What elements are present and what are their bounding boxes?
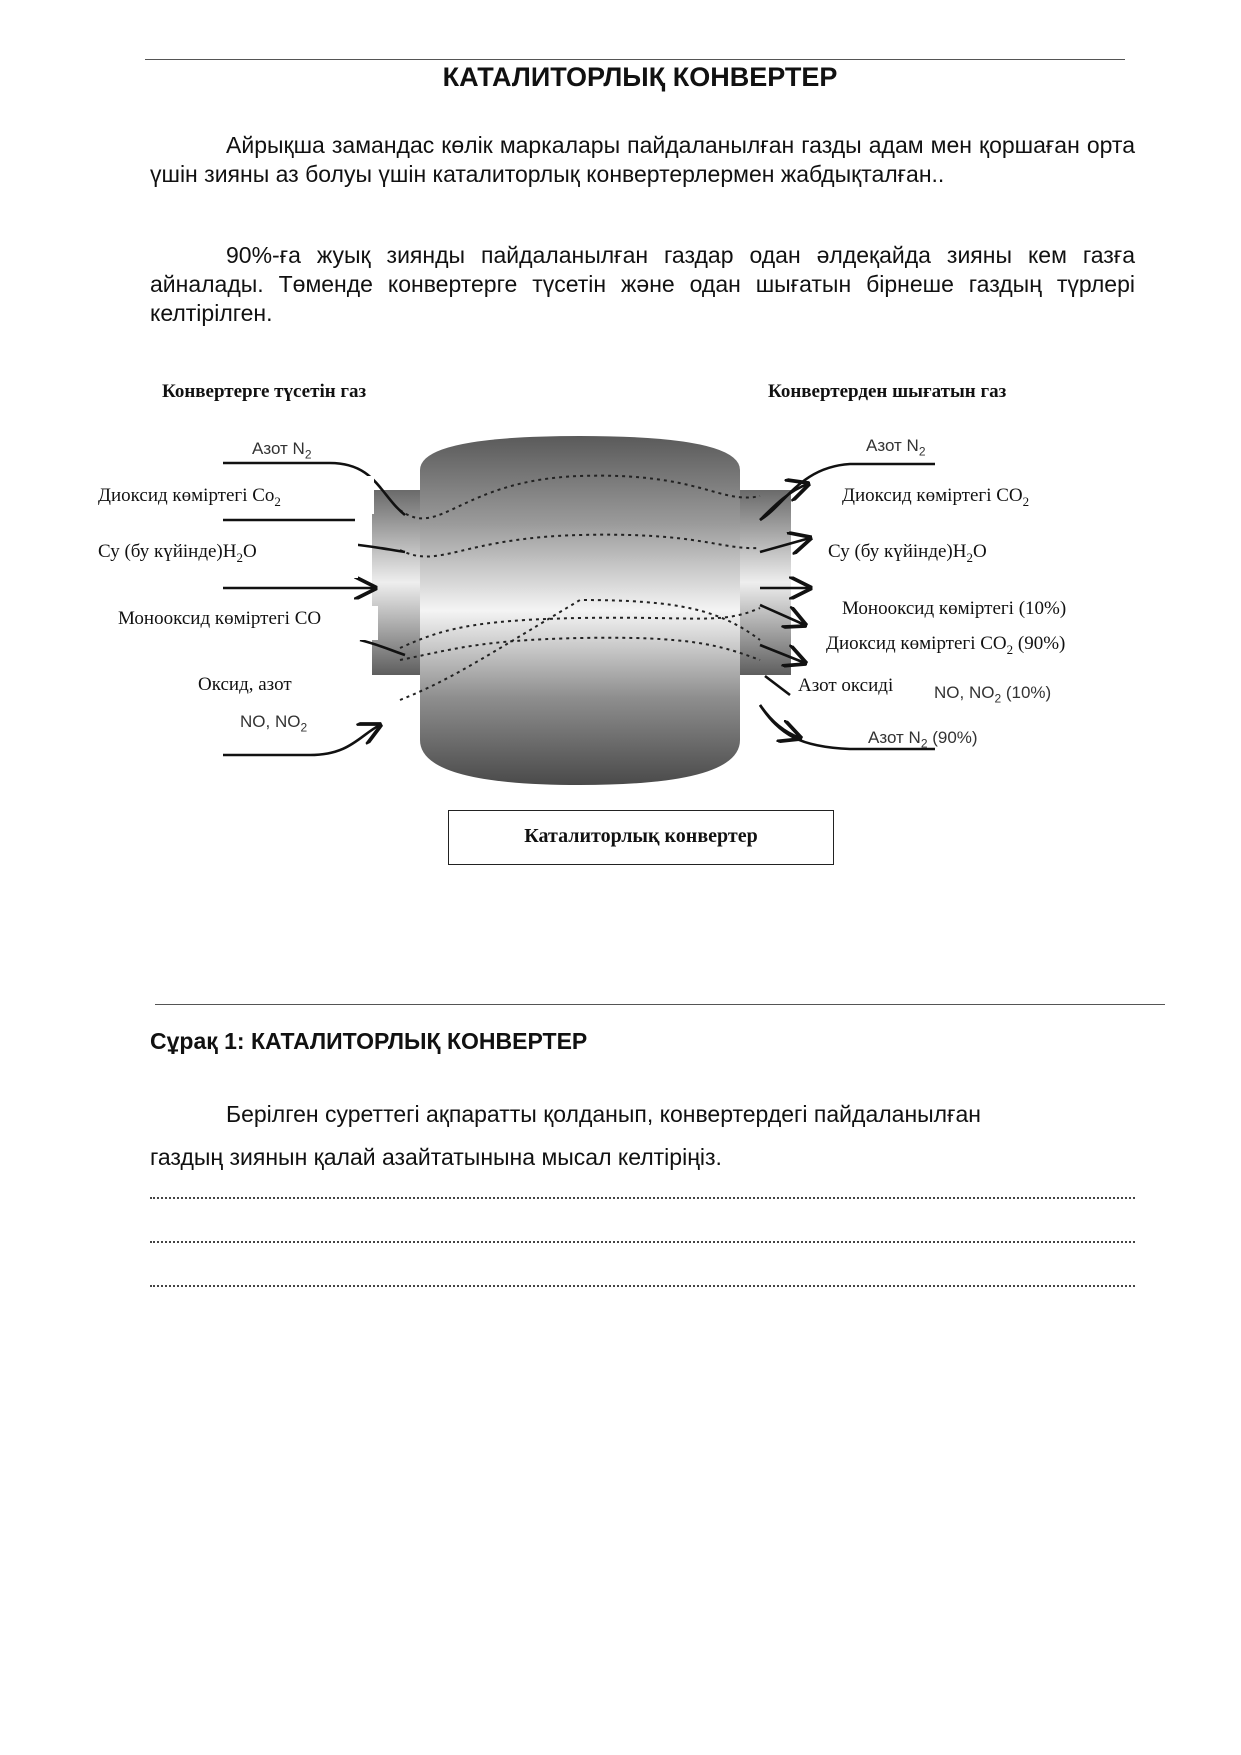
- input-water-label: Су (бу $күйінде)H_2O$: [98, 541, 257, 565]
- question-text-line-2: газдың зиянын қалай азайтатынына мысал келтіріңіз.: [150, 1144, 722, 1170]
- input-co-label: Монооксид көміртегі CO: [118, 608, 322, 629]
- output-nitrogen-label: Азот $N_2$: [866, 436, 926, 459]
- input-gas-header: Конвертерге түсетін газ: [162, 381, 367, 402]
- input-co2-label: Диоксид көміртегі $Co_2$: [98, 485, 281, 509]
- intro-paragraph-2: 90%-ға жуық зиянды пайдаланылған газдар одан әлдеқайда зияны кем газға айналады. Төменде конвертерге түсетін және одан шығатын бірнеше газдың түрлері келтірілген.: [150, 242, 1135, 326]
- output-nox-formula-label: NO, $NO_2$ (10%): [934, 683, 1052, 706]
- answer-line-1[interactable]: [150, 1193, 1135, 1199]
- output-gas-header: Конвертерден шығатын газ: [768, 381, 1007, 402]
- intro-paragraph-1: Айрықша замандас көлік маркалары пайдаланылған газды адам мен қоршаған орта үшін зияны аз болуы үшін каталиторлық конвертерлермен жабдықталған..: [150, 132, 1135, 187]
- question-heading: Сұрақ 1: КАТАЛИТОРЛЫҚ КОНВЕРТЕР: [150, 1028, 588, 1054]
- output-co2-label: Диоксид көміртегі $CO_2$: [842, 485, 1030, 509]
- top-rule: [145, 59, 1125, 60]
- output-co-label: Монооксид көміртегі (10%): [842, 598, 1067, 619]
- converter-body: [420, 436, 740, 785]
- answer-line-2[interactable]: [150, 1237, 1135, 1243]
- diagram-caption: Каталиторлық конвертер: [448, 810, 834, 865]
- answer-line-3[interactable]: [150, 1281, 1135, 1287]
- question-text-line-1: Берілген суреттегі ақпаратты қолданып, конвертердегі пайдаланылған: [226, 1101, 981, 1127]
- section-rule: [155, 1004, 1165, 1005]
- output-water-label: Су (бу $күйінде)H_2O$: [828, 541, 987, 565]
- output-nox-name-label: Азот оксиді: [798, 675, 894, 696]
- input-nox-formula-label: NO, $NO_2$: [240, 712, 308, 735]
- page-title: КАТАЛИТОРЛЫҚ КОНВЕРТЕР: [442, 62, 838, 92]
- input-nox-name-label: Оксид, азот: [198, 674, 292, 695]
- input-nitrogen-label: Азот $N_2$: [252, 439, 312, 462]
- output-n2-from-nox-label: Азот $N_2$ (90%): [868, 728, 978, 751]
- output-arrow-nox: [765, 676, 790, 695]
- output-co2-from-co-label: Диоксид көміртегі $CO_2$ (90%): [826, 633, 1066, 657]
- output-arrow-n2-head: [760, 705, 800, 738]
